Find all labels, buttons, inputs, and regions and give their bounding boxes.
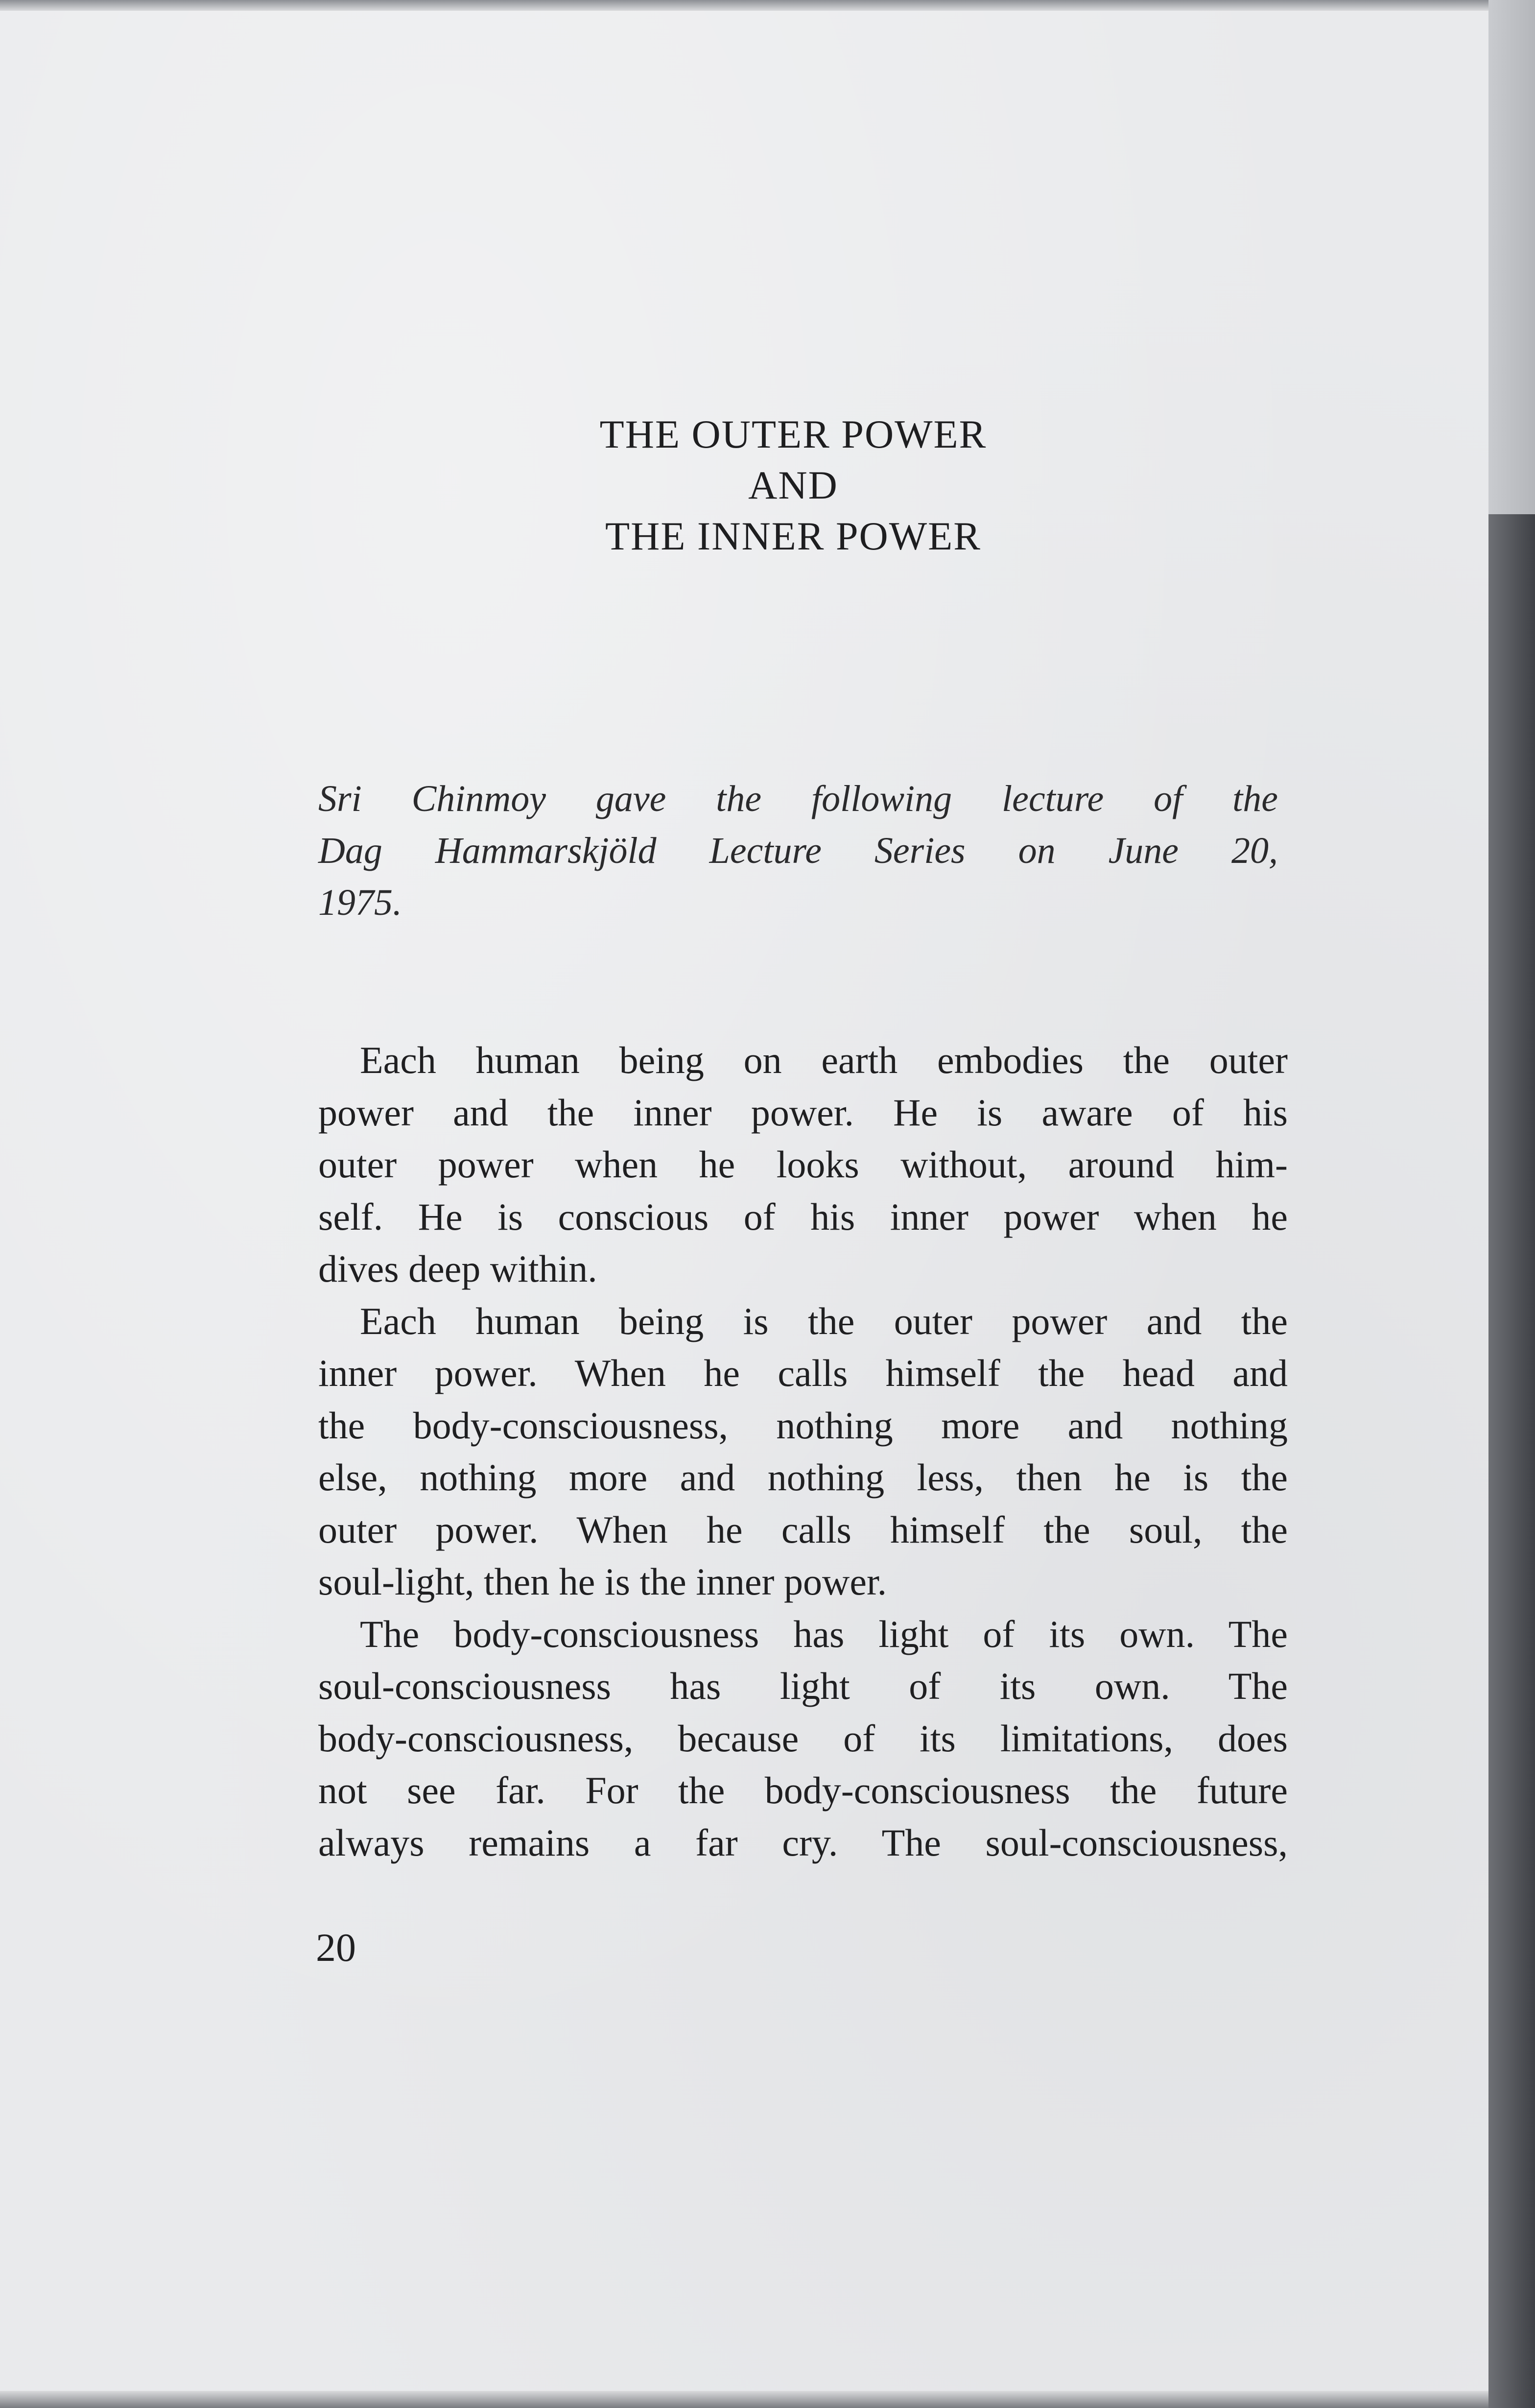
chapter-title: [0, 409, 1535, 562]
title-line-1: THE OUTER POWER: [599, 412, 987, 456]
page-number: 20: [316, 1925, 356, 1970]
paragraph-1-line: power and the inner power. He is aware of his: [318, 1091, 1288, 1134]
scan-border-bottom: [0, 2391, 1488, 2408]
paragraph-2-line: outer power. When he calls himself the soul, the: [318, 1508, 1288, 1551]
paragraph-3-line: always remains a far cry. The soul-consciousness,: [318, 1821, 1288, 1864]
paragraph-3-line: not see far. For the body-consciousness the future: [318, 1769, 1288, 1812]
body-text: [318, 1034, 1288, 1869]
intro-line: Sri Chinmoy gave the following lecture of the: [318, 778, 1278, 819]
paragraph-1-line: dives deep within.: [318, 1247, 597, 1290]
paragraph-3-line: soul-consciousness has light of its own. The: [318, 1665, 1288, 1707]
paragraph-2-line: Each human being is the outer power and the: [360, 1299, 1288, 1342]
paragraph-2-line: inner power. When he calls himself the head and: [318, 1352, 1288, 1394]
intro-line: Dag Hammarskjöld Lecture Series on June 20,: [318, 830, 1278, 871]
paragraph-1-line: Each human being on earth embodies the outer: [360, 1039, 1288, 1081]
title-line-2: AND: [748, 463, 838, 507]
paragraph-2-line: soul-light, then he is the inner power.: [318, 1560, 887, 1603]
title-line-3: THE INNER POWER: [605, 514, 981, 558]
scan-border-top: [0, 0, 1535, 11]
intro-line: 1975.: [318, 882, 402, 923]
intro-note: [318, 773, 1278, 929]
paragraph-1-line: self. He is conscious of his inner power when he: [318, 1195, 1288, 1238]
paragraph-1-line: outer power when he looks without, around him-: [318, 1143, 1288, 1186]
paragraph-3-line: body-consciousness, because of its limitations, does: [318, 1717, 1288, 1760]
paragraph-2-line: else, nothing more and nothing less, then he is the: [318, 1456, 1288, 1499]
paragraph-3-line: The body-consciousness has light of its own. The: [360, 1612, 1288, 1655]
scan-border-right: [1488, 514, 1535, 2408]
paragraph-2-line: the body-consciousness, nothing more and nothing: [318, 1404, 1288, 1447]
